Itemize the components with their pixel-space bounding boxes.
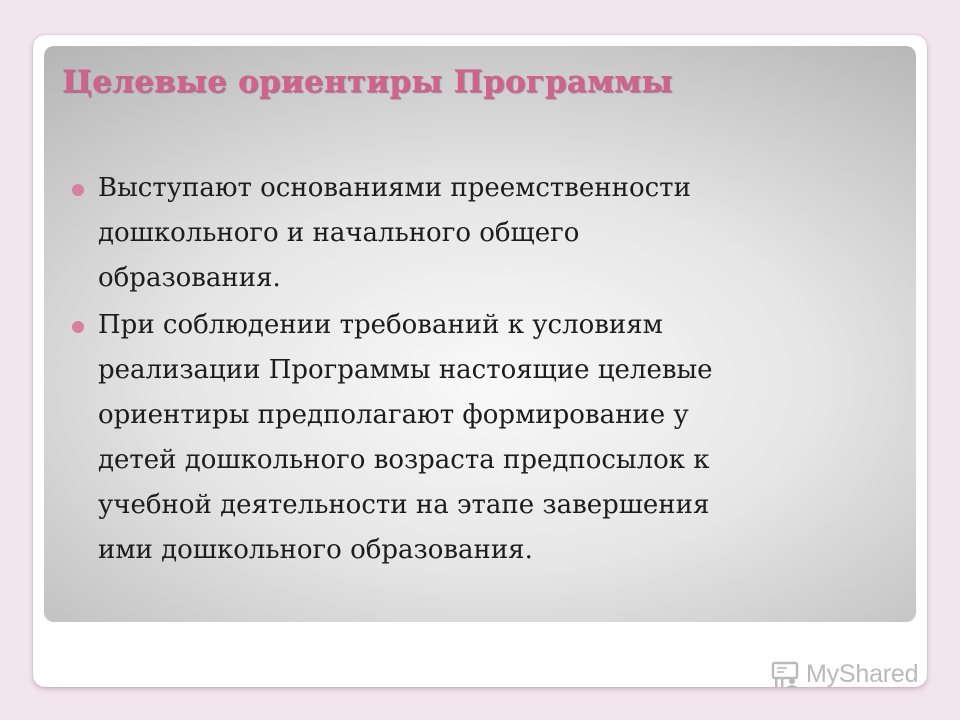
slide-title: Целевые ориентиры Программы — [62, 64, 673, 100]
bullet-text-line: Выступают основаниями преемственности — [98, 173, 691, 203]
bullet-dot-icon — [72, 184, 84, 196]
bullet-list — [72, 166, 892, 573]
bullet-text-line: реализации Программы настоящие целевые — [98, 355, 713, 385]
bullet-text-line: ими дошкольного образования. — [98, 535, 533, 565]
bullet-item — [72, 303, 892, 573]
watermark-text: MyShared — [806, 659, 919, 688]
bullet-text-line: При соблюдении требований к условиям — [98, 310, 663, 340]
bullet-text-line: образования. — [98, 263, 281, 293]
watermark — [770, 656, 918, 692]
bullet-item — [72, 166, 892, 301]
bullet-text-line: учебной деятельности на этапе завершения — [98, 490, 710, 520]
bullet-dot-icon — [72, 321, 84, 333]
bullet-text-line: детей дошкольного возраста предпосылок к — [98, 445, 710, 475]
bullet-text-line: ориентиры предполагают формирование у — [98, 400, 689, 430]
classroom-icon — [770, 659, 800, 689]
bullet-text-line: дошкольного и начального общего — [98, 218, 580, 248]
